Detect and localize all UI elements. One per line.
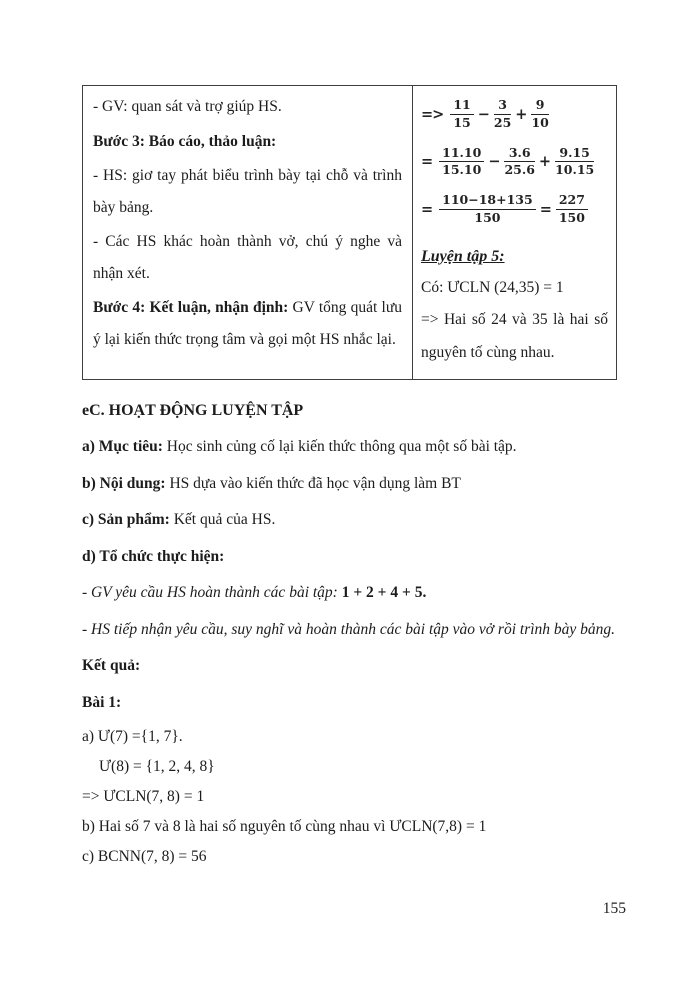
product-label: c) Sản phẩm: [82,511,170,528]
content-paragraph [82,467,616,500]
fraction-9-10: $\frac{9}{10}$ [531,97,549,130]
fraction-sum: $\frac{110-18+135}{150}$ [439,193,536,226]
step4-label: Bước 4: Kết luận, nhận định: [93,299,289,316]
fraction-11-15: $\frac{11}{15}$ [450,98,473,131]
content-label: b) Nội dung: [82,474,166,492]
fraction-expanded-3: $\frac{9.15}{10.15}$ [555,144,595,178]
step4-text: GV tổng quát lưu ý lại kiến thức trọng tâm và gọi một HS nhắc lại. [93,299,402,348]
minus-operator: − [488,153,501,171]
result-line-b: b) Hai số 7 và 8 là hai số nguyên tố cùng nhau vì ƯCLN(7,8) = 1 [82,818,487,835]
product-text: Kết quả của HS. [169,511,276,528]
fraction-3-25: $\frac{3}{25}$ [493,97,512,130]
equals-sign: = [421,200,433,218]
lesson-plan-table [82,85,617,380]
equation-line-1 [421,98,608,131]
result-line-c: c) BCNN(7, 8) = 56 [82,848,207,865]
organization-label: d) Tổ chức thực hiện: [82,547,225,565]
minus-operator: − [477,105,490,123]
objective-paragraph [82,430,616,463]
equation-line-2 [421,146,608,179]
organization-paragraph [82,540,616,573]
exercise5-heading: Luyện tập 5: [421,247,505,265]
objective-text: Học sinh củng cố lại kiến thức thông qua một số bài tập. [162,438,517,455]
step4-paragraph [93,292,402,355]
plus-operator: + [515,105,528,123]
result-line-a2: Ư(8) = {1, 2, 4, 8} [99,758,215,775]
page-number: 155 [602,900,626,917]
exercise1-heading: Bài 1: [82,693,122,711]
exercise5-line2: => Hai số 24 và 35 là hai số nguyên tố cùng nhau. [421,311,608,361]
result-line-ucln: => ƯCLN(7, 8) = 1 [82,788,205,805]
step3-heading: Bước 3: Báo cáo, thảo luận: [93,132,277,150]
table-cell-solutions [413,86,617,380]
fraction-result: $\frac{227}{150}$ [556,193,588,226]
equals-sign: = [539,200,552,218]
gv-task-text: - GV yêu cầu HS hoàn thành các bài tập: [82,584,342,601]
paragraph-hs-present: - HS: giơ tay phát biểu trình bày tại chỗ và trình bày bảng. [93,167,402,216]
hs-response-paragraph: - HS tiếp nhận yêu cầu, suy nghĩ và hoàn thành các bài tập vào vở rồi trình bày bảng. [82,620,616,638]
product-paragraph [82,503,616,536]
plus-operator: + [538,153,552,171]
gv-task-paragraph [82,576,616,609]
paragraph-gv-observe: - GV: quan sát và trợ giúp HS. [93,98,282,115]
table-cell-activities [83,86,413,380]
section-heading-practice: eC. HOẠT ĐỘNG LUYỆN TẬP [82,402,304,419]
result-line-a: a) Ư(7) ={1, 7}. [82,728,183,745]
equation-line-3 [421,193,608,226]
equals-sign: = [421,153,433,171]
objective-label: a) Mục tiêu: [82,438,163,455]
fraction-expanded-1: $\frac{11.10}{15.10}$ [439,146,484,179]
math-arrow: => [421,105,444,123]
gv-task-exercises: 1 + 2 + 4 + 5. [341,584,427,601]
exercise5-line1: Có: ƯCLN (24,35) = 1 [421,278,564,296]
paragraph-hs-others: - Các HS khác hoàn thành vở, chú ý nghe và nhận xét. [93,233,402,282]
content-text: HS dựa vào kiến thức đã học vận dụng làm BT [165,474,461,492]
fraction-expanded-2: $\frac{3.6}{25.6}$ [504,144,535,178]
result-heading: Kết quả: [82,657,141,674]
